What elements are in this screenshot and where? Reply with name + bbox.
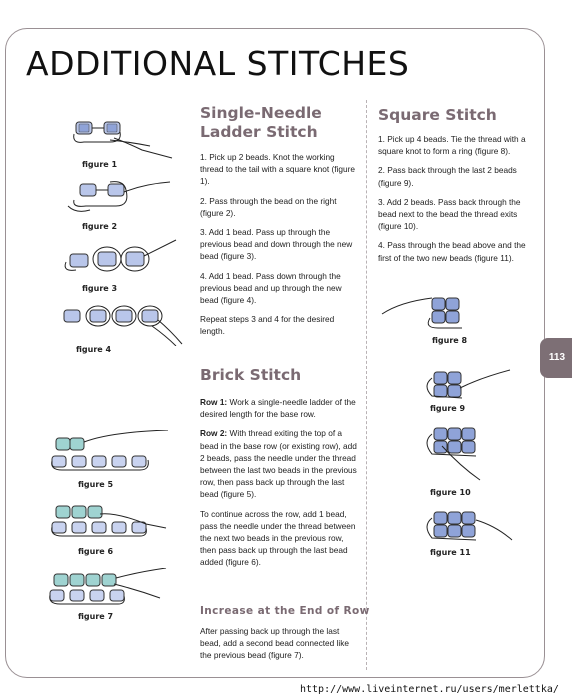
ladder-step-2: 2. Pass through the bead on the right (figure 2). — [200, 195, 337, 218]
figure-5-caption: figure 5 — [78, 480, 114, 489]
figure-10-illustration — [420, 422, 530, 482]
square-stitch-steps — [378, 133, 533, 271]
figure-2-caption: figure 2 — [82, 222, 118, 231]
figure-6-caption: figure 6 — [78, 547, 114, 556]
figure-11-caption: figure 11 — [430, 548, 471, 557]
figure-3-illustration — [62, 238, 180, 286]
square-step-4: 4. Pass through the bead above and the first of the two new beads (figure 11). — [378, 240, 526, 263]
square-stitch-heading: Square Stitch — [378, 106, 497, 124]
brick-continue: To continue across the row, add 1 bead, pass the needle under the thread between the next two beads in the previous row, then pass back up through the last bead added (figure 6). — [200, 508, 356, 568]
ladder-repeat: Repeat steps 3 and 4 for the desired length. — [200, 314, 335, 337]
figure-4-caption: figure 4 — [76, 345, 112, 354]
square-step-3: 3. Add 2 beads. Pass back through the bead next to the bead the thread exits (figure 10). — [378, 196, 521, 232]
brick-row-2-text: With thread exiting the top of a bead in the base row (or existing row), add 2 beads, pass the needle under the thread between the last two beads in the previous row, then pass back up through the last bead (figure 5). — [200, 428, 357, 500]
figure-9-caption: figure 9 — [430, 404, 466, 413]
figure-7-caption: figure 7 — [78, 612, 114, 621]
page-title: ADDITIONAL STITCHES — [26, 44, 410, 83]
figure-8-caption: figure 8 — [432, 336, 468, 345]
ladder-step-3: 3. Add 1 bead. Pass up through the previous bead and down through the new bead (figure 3). — [200, 227, 353, 262]
brick-row-1-text: Work a single-needle ladder of the desired length for the base row. — [200, 397, 356, 420]
ladder-step-1: 1. Pick up 2 beads. Knot the working thread to the tail with a square knot (figure 1). — [200, 152, 355, 187]
square-step-2: 2. Pass back through the last 2 beads (figure 9). — [378, 165, 517, 188]
increase-end-of-row-heading: Increase at the End of Row — [200, 605, 370, 617]
figure-1-caption: figure 1 — [82, 160, 118, 169]
figure-9-illustration — [420, 368, 520, 402]
figure-8-illustration — [380, 294, 480, 334]
figure-6-illustration — [50, 500, 190, 540]
right-figure-column — [380, 280, 530, 580]
figure-2-illustration — [66, 178, 178, 222]
increase-text: After passing back up through the last bead, add a second bead connected like the previous bead (figure 7). — [200, 626, 349, 661]
figure-5-illustration — [50, 430, 190, 476]
figure-7-illustration — [48, 568, 188, 608]
figure-3-caption: figure 3 — [82, 284, 118, 293]
ladder-heading-line2: Ladder Stitch — [200, 123, 318, 141]
brick-stitch-heading: Brick Stitch — [200, 366, 302, 384]
ladder-step-4: 4. Add 1 bead. Pass down through the previous bead and up through the new bead (figure 4). — [200, 270, 342, 306]
left-figure-column — [60, 100, 190, 640]
ladder-stitch-steps — [200, 151, 360, 345]
ladder-stitch-heading — [200, 104, 322, 142]
figure-4-illustration — [60, 296, 184, 346]
brick-row-1 — [200, 396, 360, 420]
column-divider — [366, 100, 369, 670]
increase-end-of-row-text — [200, 625, 360, 669]
page-number-tab: 113 — [540, 338, 572, 378]
figure-1-illustration — [70, 116, 180, 166]
ladder-heading-line1: Single-Needle — [200, 104, 322, 122]
figure-11-illustration — [420, 506, 530, 548]
brick-stitch-text — [200, 396, 360, 576]
square-step-1: 1. Pick up 4 beads. Tie the thread with a square knot to form a ring (figure 8). — [378, 134, 526, 157]
figure-10-caption: figure 10 — [430, 488, 471, 497]
brick-row-1-label: Row 1: — [200, 397, 228, 407]
brick-row-2-label: Row 2: — [200, 428, 228, 439]
source-url: http://www.liveinternet.ru/users/merlettka/ — [300, 684, 559, 695]
brick-row-2 — [200, 427, 360, 500]
